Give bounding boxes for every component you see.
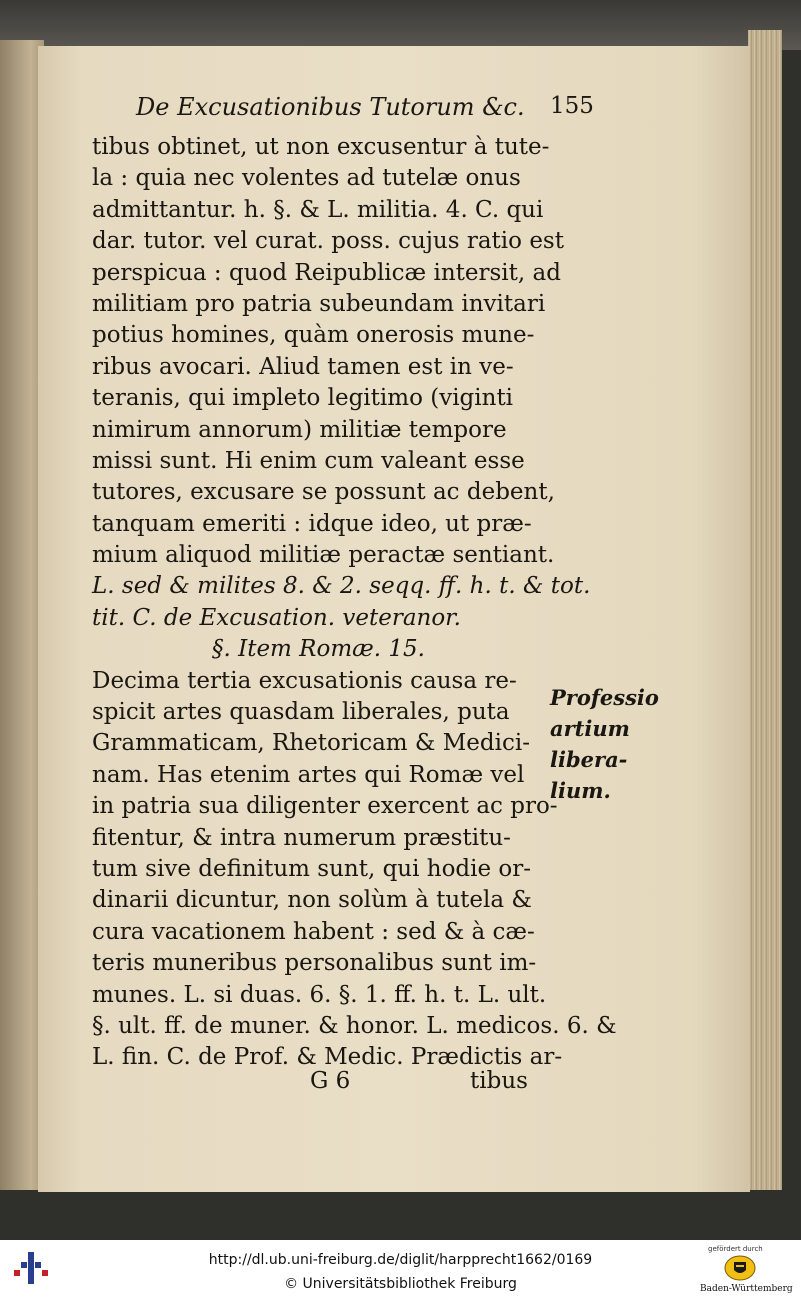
running-head [136, 93, 594, 127]
margin-note [550, 682, 659, 806]
text-line: L. fin. C. de Prof. & Medic. Prædictis ar- [92, 1044, 563, 1071]
text-line: ribus avocari. Aliud tamen est in ve- [92, 353, 514, 380]
text-line: missi sunt. Hi enim cum valeant esse [92, 447, 525, 474]
text-line: spicit artes quasdam liberales, puta [92, 699, 510, 726]
text-line: militiam pro patria subeundam invitari [92, 290, 546, 317]
text-line: tibus obtinet, ut non excusentur à tute- [92, 134, 550, 160]
margin-note-line: libera- [550, 747, 628, 772]
catchword: tibus [470, 1068, 528, 1094]
citation-line: L. sed & milites 8. & 2. seqq. ff. h. t. & tot. [92, 573, 591, 600]
page-url-link[interactable]: http://dl.ub.uni-freiburg.de/diglit/harpprecht1662/0169 [208, 1252, 593, 1268]
text-line: Grammaticam, Rhetoricam & Medici- [92, 730, 530, 757]
running-head-title: De Excusationibus Tutorum &c. [136, 93, 525, 121]
text-line: fitentur, & intra numerum præstitu- [92, 824, 511, 851]
sponsor-label: gefördert durch [708, 1245, 763, 1253]
text-line: perspicua : quod Reipublicæ intersit, ad [92, 259, 561, 286]
text-line: dar. tutor. vel curat. poss. cujus ratio est [92, 228, 564, 255]
sponsor-name: Baden-Württemberg [700, 1284, 793, 1294]
page-block-edge [748, 30, 782, 1190]
margin-note-line: lium. [550, 778, 611, 803]
text-line: tutores, excusare se possunt ac debent, [92, 479, 555, 506]
text-line: dinarii dicuntur, non solùm à tutela & [92, 887, 532, 914]
text-line: tanquam emeriti : idque ideo, ut præ- [92, 510, 532, 537]
text-line: potius homines, quàm onerosis mune- [92, 322, 535, 349]
copyright-text: © Universitätsbibliothek Freiburg [284, 1276, 517, 1292]
page-number: 155 [550, 93, 594, 119]
text-line: tum sive definitum sunt, qui hodie or- [92, 855, 532, 882]
text-line: teranis, qui impleto legitimo (viginti [92, 385, 514, 412]
text-line: admittantur. h. §. & L. militia. 4. C. qui [92, 196, 544, 223]
coat-of-arms-icon [722, 1254, 758, 1282]
signature-mark: G 6 [310, 1068, 351, 1094]
text-line: Decima tertia excusationis causa re- [92, 667, 517, 694]
viewer-footer [0, 1240, 801, 1298]
section-heading: §. Item Romæ. 15. [212, 636, 425, 663]
text-line: nimirum annorum) militiæ tempore [92, 416, 507, 443]
margin-note-line: artium [550, 716, 630, 741]
text-line: munes. L. si duas. 6. §. 1. ff. h. t. L. ult. [92, 981, 547, 1008]
text-line: in patria sua diligenter exercent ac pro- [92, 793, 558, 820]
text-line: la : quia nec volentes ad tutelæ onus [92, 165, 521, 192]
text-line: §. ult. ff. de muner. & honor. L. medicos. 6. & [92, 1012, 617, 1039]
citation-line: tit. C. de Excusation. veteranor. [92, 604, 461, 631]
text-line: cura vacationem habent : sed & à cæ- [92, 918, 535, 945]
margin-note-line: Professio [550, 685, 659, 710]
text-line: nam. Has etenim artes qui Romæ vel [92, 761, 525, 788]
book-binding [0, 0, 801, 50]
text-line: mium aliquod militiæ peractæ sentiant. [92, 542, 555, 569]
text-line: teris muneribus personalibus sunt im- [92, 950, 537, 977]
book-page [38, 46, 750, 1192]
